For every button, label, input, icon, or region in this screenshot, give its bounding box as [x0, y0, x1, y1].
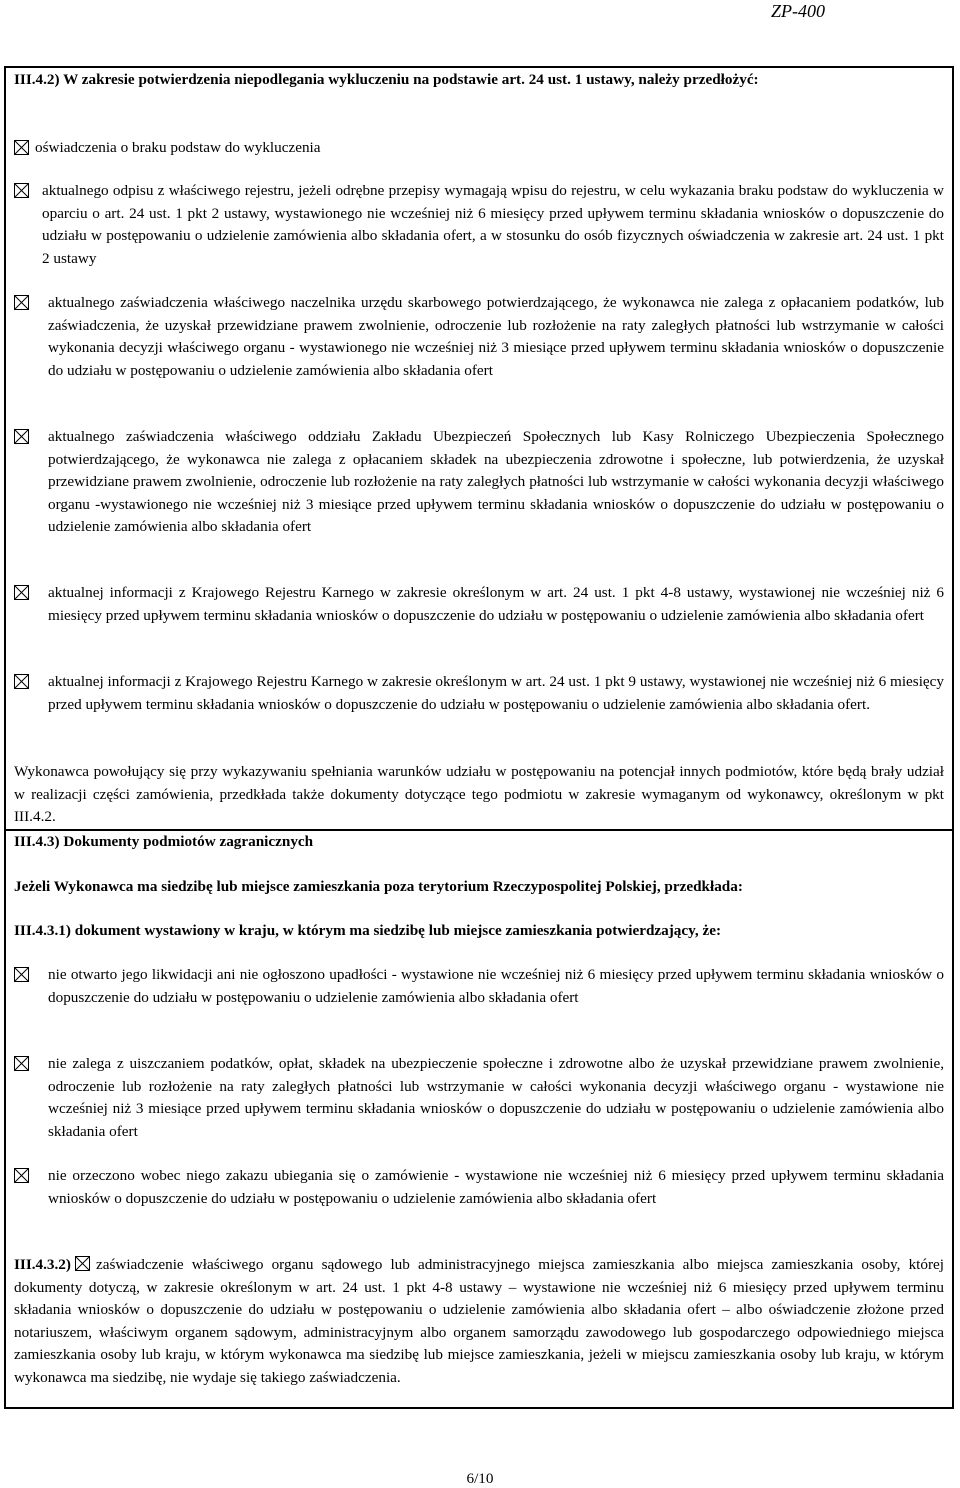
checklist-item	[14, 582, 944, 627]
checklist-item-text: nie otwarto jego likwidacji ani nie ogłoszono upadłości - wystawione nie wcześniej niż 6 miesięcy przed upływem terminu składania wniosków o dopuszczenie do udziału w postępowaniu o udzielenie zamówienia albo składania ofert	[48, 966, 944, 1006]
checked-checkbox-icon[interactable]	[75, 1256, 90, 1271]
subsection-heading-4-3-1: III.4.3.1) dokument wystawiony w kraju, w którym ma siedzibę lub miejsce zamieszkania potwierdzający, że:	[14, 922, 722, 939]
subsection-4-3-2	[14, 1254, 944, 1389]
checked-checkbox-icon[interactable]	[14, 1056, 29, 1071]
checked-checkbox-icon[interactable]	[14, 140, 29, 155]
checklist-item-text: aktualnej informacji z Krajowego Rejestru Karnego w zakresie określonym w art. 24 ust. 1 pkt 4-8 ustawy, wystawionej nie wcześniej niż 6 miesięcy przed upływem terminu składania wniosków o dopuszczenie do udziału w postępowaniu o udzielenie zamówienia albo składania ofert	[48, 584, 944, 624]
checked-checkbox-icon[interactable]	[14, 967, 29, 982]
subsection-label-4-3-2: III.4.3.2)	[14, 1256, 71, 1273]
checklist-item-text: nie orzeczono wobec niego zakazu ubiegania się o zamówienie - wystawione nie wcześniej niż 6 miesięcy przed upływem terminu składania wniosków o dopuszczenie do udziału w postępowaniu o udzielenie zamówienia albo składania ofert	[48, 1167, 944, 1207]
checked-checkbox-icon[interactable]	[14, 674, 29, 689]
checked-checkbox-icon[interactable]	[14, 1168, 29, 1183]
checklist-item-text: aktualnego zaświadczenia właściwego naczelnika urzędu skarbowego potwierdzającego, że wykonawca nie zalega z opłacaniem podatków, lub zaświadczenia, że uzyskał przewidziane prawem zwolnienie, odroczenie lub rozłożenie na raty zaległych płatności lub wstrzymanie w całości wykonania decyzji właściwego organu - wystawionego nie wcześniej niż 3 miesiące przed upływem terminu składania wniosków o dopuszczenie do udziału w postępowaniu o udzielenie zamówienia albo składania ofert	[48, 294, 944, 379]
checklist-item-text: oświadczenia o braku podstaw do wykluczenia	[35, 139, 321, 156]
checklist-item	[14, 426, 944, 539]
checklist-item	[14, 137, 944, 160]
checked-checkbox-icon[interactable]	[14, 429, 29, 444]
checklist-item	[14, 292, 944, 382]
checked-checkbox-icon[interactable]	[14, 585, 29, 600]
section-intro: Jeżeli Wykonawca ma siedzibę lub miejsce zamieszkania poza terytorium Rzeczypospolitej Polskiej, przedkłada:	[14, 878, 743, 895]
checklist-item	[14, 1053, 944, 1143]
checked-checkbox-icon[interactable]	[14, 183, 29, 198]
checklist-item-text: nie zalega z uiszczaniem podatków, opłat, składek na ubezpieczenie społeczne i zdrowotne albo że uzyskał przewidziane prawem zwolnienie, odroczenie lub rozłożenie na raty zaległych płatności lub wstrzymanie w całości wykonania decyzji właściwego organu - wystawione nie wcześniej niż 3 miesiące przed upływem terminu składania wniosków o dopuszczenie do udziału w postępowaniu o udzielenie zamówienia albo składania ofert	[48, 1055, 944, 1140]
checked-checkbox-icon[interactable]	[14, 295, 29, 310]
note-paragraph: Wykonawca powołujący się przy wykazywaniu spełniania warunków udziału w postępowaniu na potencjał innych podmiotów, które będą brały udział w realizacji części zamówienia, przedkłada także dokumenty dotyczące tego podmiotu w zakresie wymaganym od wykonawcy, określonym w pkt III.4.2.	[14, 763, 944, 825]
document-code: ZP-400	[771, 1, 825, 21]
checklist-item	[14, 1165, 944, 1210]
subsection-text-4-3-2: zaświadczenie właściwego organu sądowego lub administracyjnego miejsca zamieszkania albo miejsca zamieszkania osoby, której dokumenty dotyczą, w zakresie określonym w art. 24 ust. 1 pkt 4-8 ustawy – wystawione nie wcześniej niż 6 miesięcy przed upływem terminu składania wniosków o dopuszczenie do udziału w postępowaniu o udzielenie zamówienia albo składania ofert – albo oświadczenie złożone przed notariuszem, właściwym organem sądowym, administracyjnym albo organem samorządu zawodowego lub gospodarczego odpowiedniego miejsca zamieszkania osoby lub kraju, w którym wykonawca ma siedzibę lub miejsce zamieszkania, jeżeli w miejscu zamieszkania osoby lub kraju, w którym wykonawca ma siedzibę, nie wydaje się takiego zaświadczenia.	[14, 1256, 944, 1386]
section-heading-4-3: III.4.3) Dokumenty podmiotów zagranicznych	[14, 833, 314, 850]
checklist-item-text: aktualnego odpisu z właściwego rejestru, jeżeli odrębne przepisy wymagają wpisu do rejestru, w celu wykazania braku podstaw do wykluczenia w oparciu o art. 24 ust. 1 pkt 2 ustawy, wystawionego nie wcześniej niż 6 miesięcy przed upływem terminu składania wniosków o dopuszczenie do udziału w postępowaniu o udzielenie zamówienia albo składania ofert, a w stosunku do osób fizycznych oświadczenia w zakresie art. 24 ust. 1 pkt 2 ustawy	[42, 182, 944, 267]
page-number: 6/10	[466, 1470, 494, 1487]
section-heading-4-2: III.4.2) W zakresie potwierdzenia niepodlegania wykluczeniu na podstawie art. 24 ust. 1 ustawy, należy przedłożyć:	[14, 71, 759, 88]
checklist-item	[14, 671, 944, 716]
checklist-item-text: aktualnej informacji z Krajowego Rejestru Karnego w zakresie określonym w art. 24 ust. 1 pkt 9 ustawy, wystawionej nie wcześniej niż 6 miesięcy przed upływem terminu składania wniosków o dopuszczenie do udziału w postępowaniu o udzielenie zamówienia albo składania ofert.	[48, 673, 944, 713]
checklist-item	[14, 180, 944, 270]
checklist-item	[14, 964, 944, 1009]
checklist-item-text: aktualnego zaświadczenia właściwego oddziału Zakładu Ubezpieczeń Społecznych lub Kasy Rolniczego Ubezpieczenia Społecznego potwierdzającego, że wykonawca nie zalega z opłacaniem składek na ubezpieczenia zdrowotne i społeczne, lub potwierdzenia, że uzyskał przewidziane prawem zwolnienie, odroczenie lub rozłożenie na raty zaległych płatności lub wstrzymanie w całości wykonania decyzji właściwego organu -wystawionego nie wcześniej niż 3 miesiące przed upływem terminu składania wniosków o dopuszczenie do udziału w postępowaniu o udzielenie zamówienia albo składania ofert	[48, 428, 944, 535]
